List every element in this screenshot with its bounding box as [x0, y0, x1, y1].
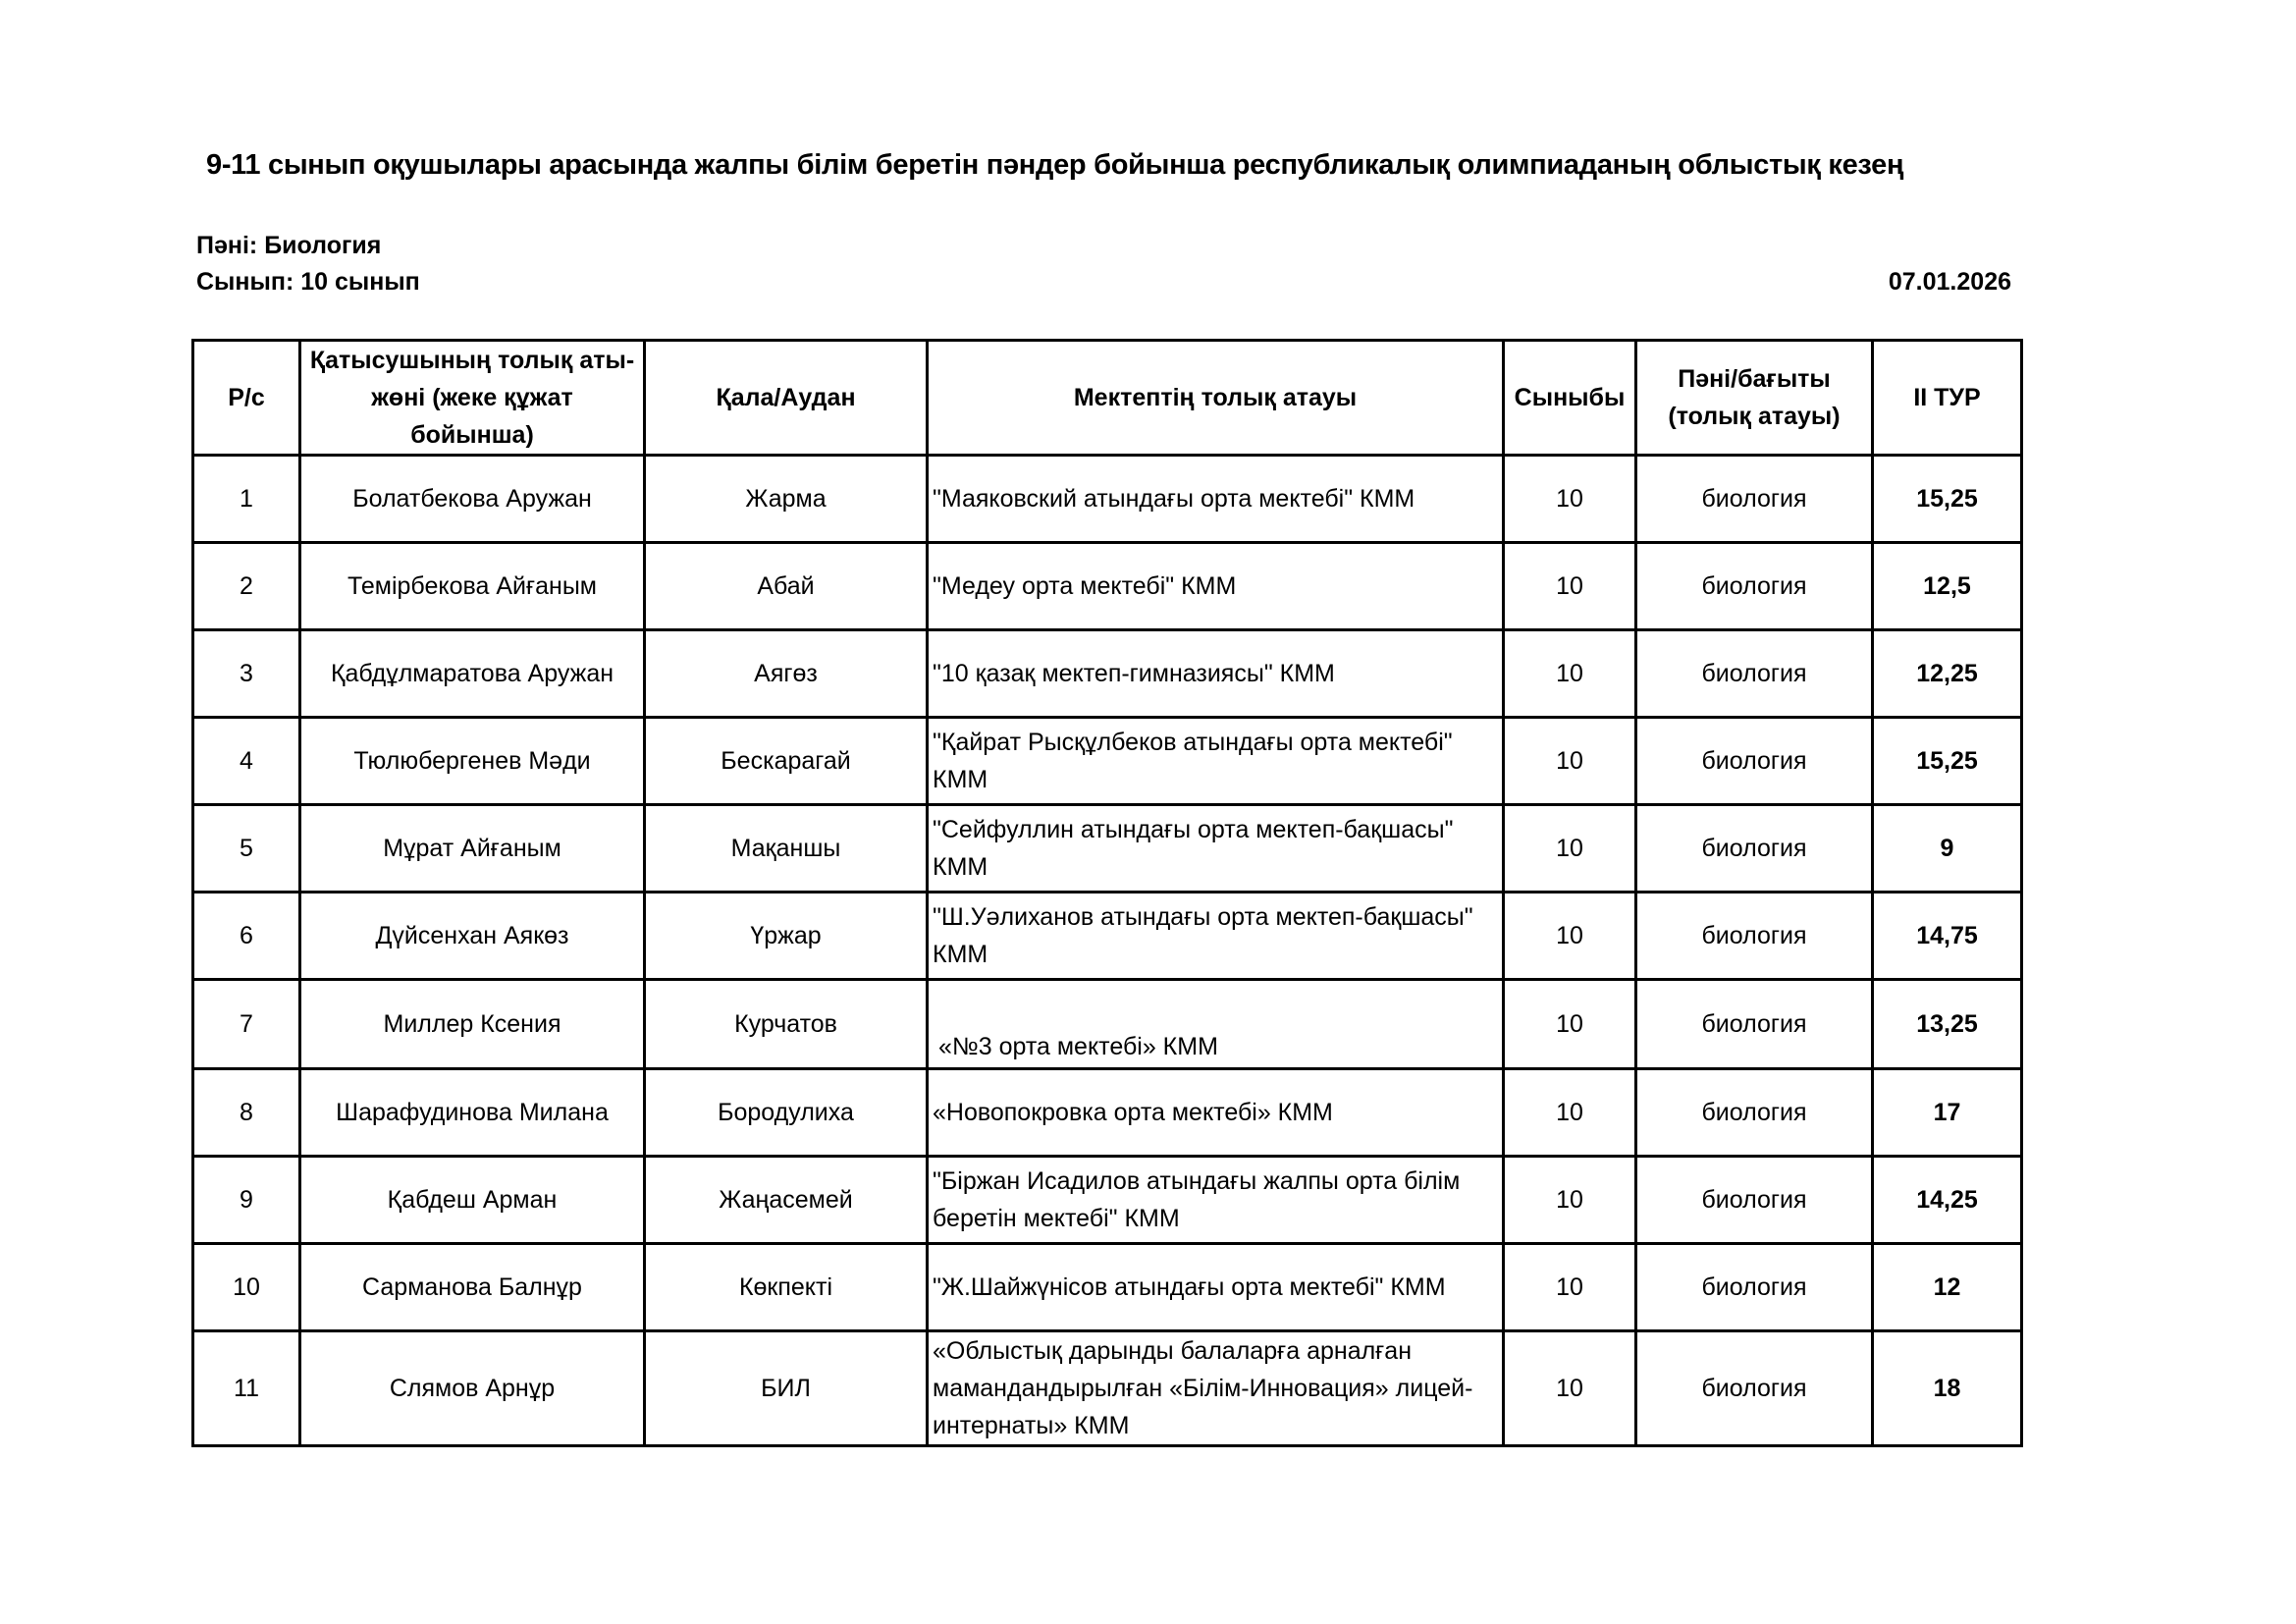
- table-row: [193, 543, 2022, 630]
- participant-name: Темірбекова Айғаным: [300, 543, 645, 630]
- subject: биология: [1636, 1244, 1873, 1331]
- district: БИЛ: [645, 1331, 928, 1446]
- subject: биология: [1636, 893, 1873, 980]
- participant-name: Болатбекова Аружан: [300, 456, 645, 543]
- row-number: 11: [193, 1331, 300, 1446]
- participant-name: Шарафудинова Милана: [300, 1069, 645, 1157]
- document-title: 9-11 сынып оқушылары арасында жалпы білім беретін пәндер бойынша республикалық олимпиаданың облыстық кезең: [206, 149, 1904, 181]
- district: Мақаншы: [645, 805, 928, 893]
- subject-line: Пәні: Биология: [196, 232, 382, 259]
- row-number: 6: [193, 893, 300, 980]
- table-row: [193, 1331, 2022, 1446]
- district: Жаңасемей: [645, 1157, 928, 1244]
- grade: 10: [1504, 630, 1636, 718]
- subject: биология: [1636, 805, 1873, 893]
- document-date: 07.01.2026: [1888, 268, 2011, 296]
- subject: биология: [1636, 456, 1873, 543]
- district: Бородулиха: [645, 1069, 928, 1157]
- grade: 10: [1504, 718, 1636, 805]
- table-row: [193, 1244, 2022, 1331]
- subject: биология: [1636, 980, 1873, 1069]
- participant-name: Қабдұлмаратова Аружан: [300, 630, 645, 718]
- school-name: "Ж.Шайжүнісов атындағы орта мектебі" КММ: [928, 1244, 1504, 1331]
- header-district: Қала/Аудан: [645, 341, 928, 456]
- score: 18: [1873, 1331, 2022, 1446]
- school-name: "Біржан Исадилов атындағы жалпы орта білім беретін мектебі" КММ: [928, 1157, 1504, 1244]
- grade: 10: [1504, 456, 1636, 543]
- score: 9: [1873, 805, 2022, 893]
- header-school: Мектептің толық атауы: [928, 341, 1504, 456]
- table-header-row: [193, 341, 2022, 456]
- school-name: "Ш.Уәлиханов атындағы орта мектеп-бақшасы" КММ: [928, 893, 1504, 980]
- row-number: 9: [193, 1157, 300, 1244]
- row-number: 4: [193, 718, 300, 805]
- table-row: [193, 893, 2022, 980]
- district: Курчатов: [645, 980, 928, 1069]
- table-row: [193, 456, 2022, 543]
- district: Бескарагай: [645, 718, 928, 805]
- row-number: 3: [193, 630, 300, 718]
- row-number: 7: [193, 980, 300, 1069]
- school-name: "Маяковский атындағы орта мектебі" КММ: [928, 456, 1504, 543]
- score: 17: [1873, 1069, 2022, 1157]
- school-name: «Облыстық дарынды балаларға арналған мамандандырылған «Білім-Инновация» лицей-интернаты» КММ: [928, 1331, 1504, 1446]
- table-row: [193, 805, 2022, 893]
- table-row: [193, 1157, 2022, 1244]
- school-name: "Медеу орта мектебі" КММ: [928, 543, 1504, 630]
- subject: биология: [1636, 718, 1873, 805]
- score: 14,25: [1873, 1157, 2022, 1244]
- header-subject: Пәні/бағыты (толық атауы): [1636, 341, 1873, 456]
- grade-line: Сынып: 10 сынып: [196, 268, 420, 296]
- subject: биология: [1636, 543, 1873, 630]
- subject: биология: [1636, 1331, 1873, 1446]
- grade: 10: [1504, 1331, 1636, 1446]
- score: 13,25: [1873, 980, 2022, 1069]
- subject: биология: [1636, 1157, 1873, 1244]
- header-round-2: II ТУР: [1873, 341, 2022, 456]
- participant-name: Қабдеш Арман: [300, 1157, 645, 1244]
- participant-name: Дүйсенхан Аякөз: [300, 893, 645, 980]
- score: 12,5: [1873, 543, 2022, 630]
- grade: 10: [1504, 1244, 1636, 1331]
- results-table: [191, 339, 2023, 1447]
- participant-name: Мұрат Айғаным: [300, 805, 645, 893]
- school-name: «Новопокровка орта мектебі» КММ: [928, 1069, 1504, 1157]
- school-name: «№3 орта мектебі» КММ: [928, 980, 1504, 1069]
- school-name: "10 қазақ мектеп-гимназиясы" КММ: [928, 630, 1504, 718]
- grade: 10: [1504, 543, 1636, 630]
- table-row: [193, 980, 2022, 1069]
- subject: биология: [1636, 630, 1873, 718]
- table-row: [193, 630, 2022, 718]
- grade: 10: [1504, 1069, 1636, 1157]
- row-number: 10: [193, 1244, 300, 1331]
- header-number: Р/с: [193, 341, 300, 456]
- school-name: "Сейфуллин атындағы орта мектеп-бақшасы" КММ: [928, 805, 1504, 893]
- score: 15,25: [1873, 456, 2022, 543]
- participant-name: Слямов Арнұр: [300, 1331, 645, 1446]
- row-number: 5: [193, 805, 300, 893]
- participant-name: Сарманова Балнұр: [300, 1244, 645, 1331]
- grade: 10: [1504, 980, 1636, 1069]
- header-grade: Сыныбы: [1504, 341, 1636, 456]
- district: Жарма: [645, 456, 928, 543]
- school-name: "Қайрат Рысқұлбеков атындағы орта мектебі" КММ: [928, 718, 1504, 805]
- score: 12,25: [1873, 630, 2022, 718]
- participant-name: Тюлюбергенев Мәди: [300, 718, 645, 805]
- district: Аягөз: [645, 630, 928, 718]
- participant-name: Миллер Ксения: [300, 980, 645, 1069]
- table-row: [193, 1069, 2022, 1157]
- score: 14,75: [1873, 893, 2022, 980]
- header-participant-name: Қатысушының толық аты-жөні (жеке құжат бойынша): [300, 341, 645, 456]
- district: Абай: [645, 543, 928, 630]
- subject: биология: [1636, 1069, 1873, 1157]
- row-number: 1: [193, 456, 300, 543]
- score: 15,25: [1873, 718, 2022, 805]
- district: Көкпекті: [645, 1244, 928, 1331]
- table-row: [193, 718, 2022, 805]
- row-number: 8: [193, 1069, 300, 1157]
- grade: 10: [1504, 1157, 1636, 1244]
- grade: 10: [1504, 893, 1636, 980]
- grade: 10: [1504, 805, 1636, 893]
- score: 12: [1873, 1244, 2022, 1331]
- row-number: 2: [193, 543, 300, 630]
- district: Үржар: [645, 893, 928, 980]
